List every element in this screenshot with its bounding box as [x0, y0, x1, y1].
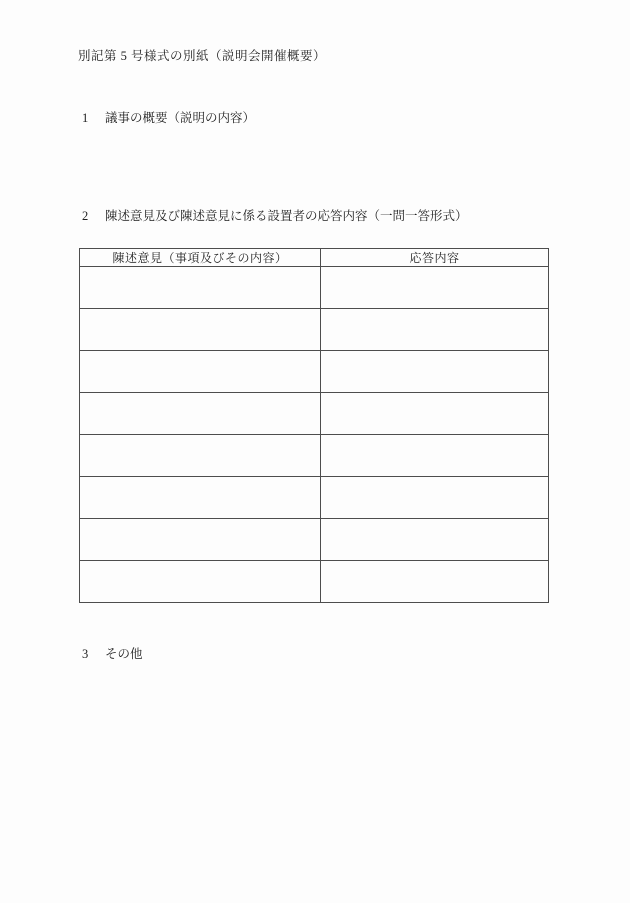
section-2-number: 2	[82, 209, 89, 223]
section-3-heading	[82, 644, 143, 662]
table-row	[80, 393, 549, 435]
table-cell	[80, 561, 321, 603]
document-title: 別記第 5 号様式の別紙（説明会開催概要）	[78, 49, 327, 63]
section-3-label: その他	[105, 647, 143, 661]
table-cell	[80, 393, 321, 435]
table-cell	[321, 561, 549, 603]
table-cell	[321, 309, 549, 351]
table-cell	[321, 519, 549, 561]
section-1-number: 1	[82, 111, 89, 125]
section-1-heading	[82, 108, 255, 126]
section-1-label: 議事の概要（説明の内容）	[105, 111, 256, 125]
table-row	[80, 477, 549, 519]
table-cell	[321, 351, 549, 393]
table-cell	[321, 393, 549, 435]
table-cell	[80, 267, 321, 309]
statement-response-table	[79, 248, 549, 603]
section-2-heading	[82, 206, 468, 224]
table-cell	[80, 309, 321, 351]
table-row	[80, 351, 549, 393]
section-3-number: 3	[82, 647, 89, 661]
table-header-response: 応答内容	[321, 249, 549, 267]
table-row	[80, 435, 549, 477]
table-cell	[80, 435, 321, 477]
table-cell	[321, 267, 549, 309]
table-cell	[321, 477, 549, 519]
table-row	[80, 309, 549, 351]
table-header-row	[80, 249, 549, 267]
table-cell	[80, 351, 321, 393]
table-cell	[80, 519, 321, 561]
table-row	[80, 267, 549, 309]
table-cell	[80, 477, 321, 519]
table-header-statement: 陳述意見（事項及びその内容）	[80, 249, 321, 267]
table-row	[80, 561, 549, 603]
table-cell	[321, 435, 549, 477]
table-row	[80, 519, 549, 561]
section-2-label: 陳述意見及び陳述意見に係る設置者の応答内容（一問一答形式）	[105, 209, 468, 223]
